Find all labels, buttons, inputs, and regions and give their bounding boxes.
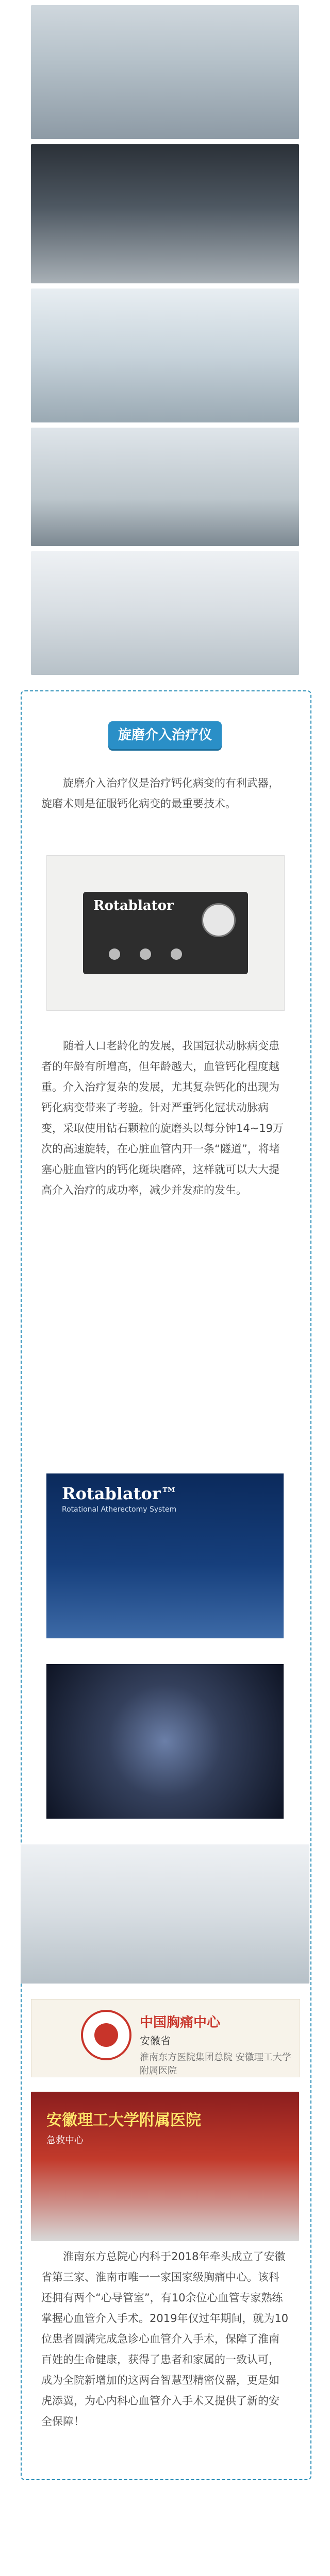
hospital-building-photo (31, 2092, 299, 2241)
photo-team-meeting (31, 551, 299, 675)
rotablator-brand: Rotablator™ (62, 1484, 177, 1503)
body-paragraph (41, 1036, 289, 1200)
device-knob-icon (171, 948, 182, 960)
device-gauge-icon (202, 903, 236, 937)
section-title: 旋磨介入治疗仪 (118, 727, 212, 743)
hospital-sign: 安徽理工大学附属医院 (46, 2111, 201, 2129)
closing-text: 淮南东方总院心内科于2018年牵头成立了安徽省第三家、淮南市唯一一家国家级胸痛中心。该科还拥有两个“心导管室”，有10余位心血管专家熟练掌握心血管介入手术。2019年仅过年期间，就为10位患者圆满完成急诊心血管介入手术，保障了淮南百姓的生命健康，获得了患者和家属的一致认可，成为全院新增加的这两台智慧型精密仪器，更是如虎添翼，为心内科心血管介入手术又提供了新的安全保障！ (41, 2250, 289, 2428)
section-title-tag (108, 721, 222, 749)
burr-in-artery-image (46, 1664, 284, 1819)
closing-paragraph (41, 2246, 289, 2432)
device-knob-icon (140, 948, 151, 960)
device-knob-icon (109, 948, 120, 960)
intro-text: 旋磨介入治疗仪是治疗钙化病变的有利武器，旋磨术则是征服钙化病变的最重要技术。 (41, 777, 279, 810)
photo-doctors-training (31, 428, 299, 546)
plaque-hospital: 淮南东方医院集团总院 安徽理工大学附属医院 (140, 2052, 291, 2076)
device-photo (46, 855, 285, 1011)
chest-pain-center-seal-icon (81, 2010, 131, 2060)
intro-paragraph (41, 773, 289, 814)
seal-heart-icon (94, 2023, 118, 2047)
photo-ivus-monitor (31, 144, 299, 283)
photo-team-cathlab (21, 1844, 309, 1984)
plaque-title: 中国胸痛中心 (140, 2015, 221, 2030)
photo-doctors-at-console (31, 5, 299, 139)
chest-pain-center-plaque (31, 1999, 300, 2077)
rotablator-subtitle: Rotational Atherectomy System (62, 1505, 177, 1514)
body-text: 随着人口老龄化的发展，我国冠状动脉病变患者的年龄有所增高，但年龄越大，血管钙化程度越重。介入治疗复杂的发展，尤其复杂钙化的出现为钙化病变带来了考验。针对严重钙化冠状动脉病变，采取使用钻石颗粒的旋磨头以每分钟14~19万次的高速旋转，在心脏血管内开一条“隧道”，将堵塞心脏血管内的钙化斑块磨碎，这样就可以大大提高介入治疗的成功率，减少并发症的发生。 (41, 1040, 284, 1196)
photo-ivus-device (31, 289, 299, 422)
hospital-sign-sub: 急救中心 (46, 2135, 84, 2146)
plaque-province: 安徽省 (140, 2035, 171, 2047)
device-brand-label: Rotablator (93, 898, 174, 913)
rotablator-product-photo (46, 1473, 284, 1638)
